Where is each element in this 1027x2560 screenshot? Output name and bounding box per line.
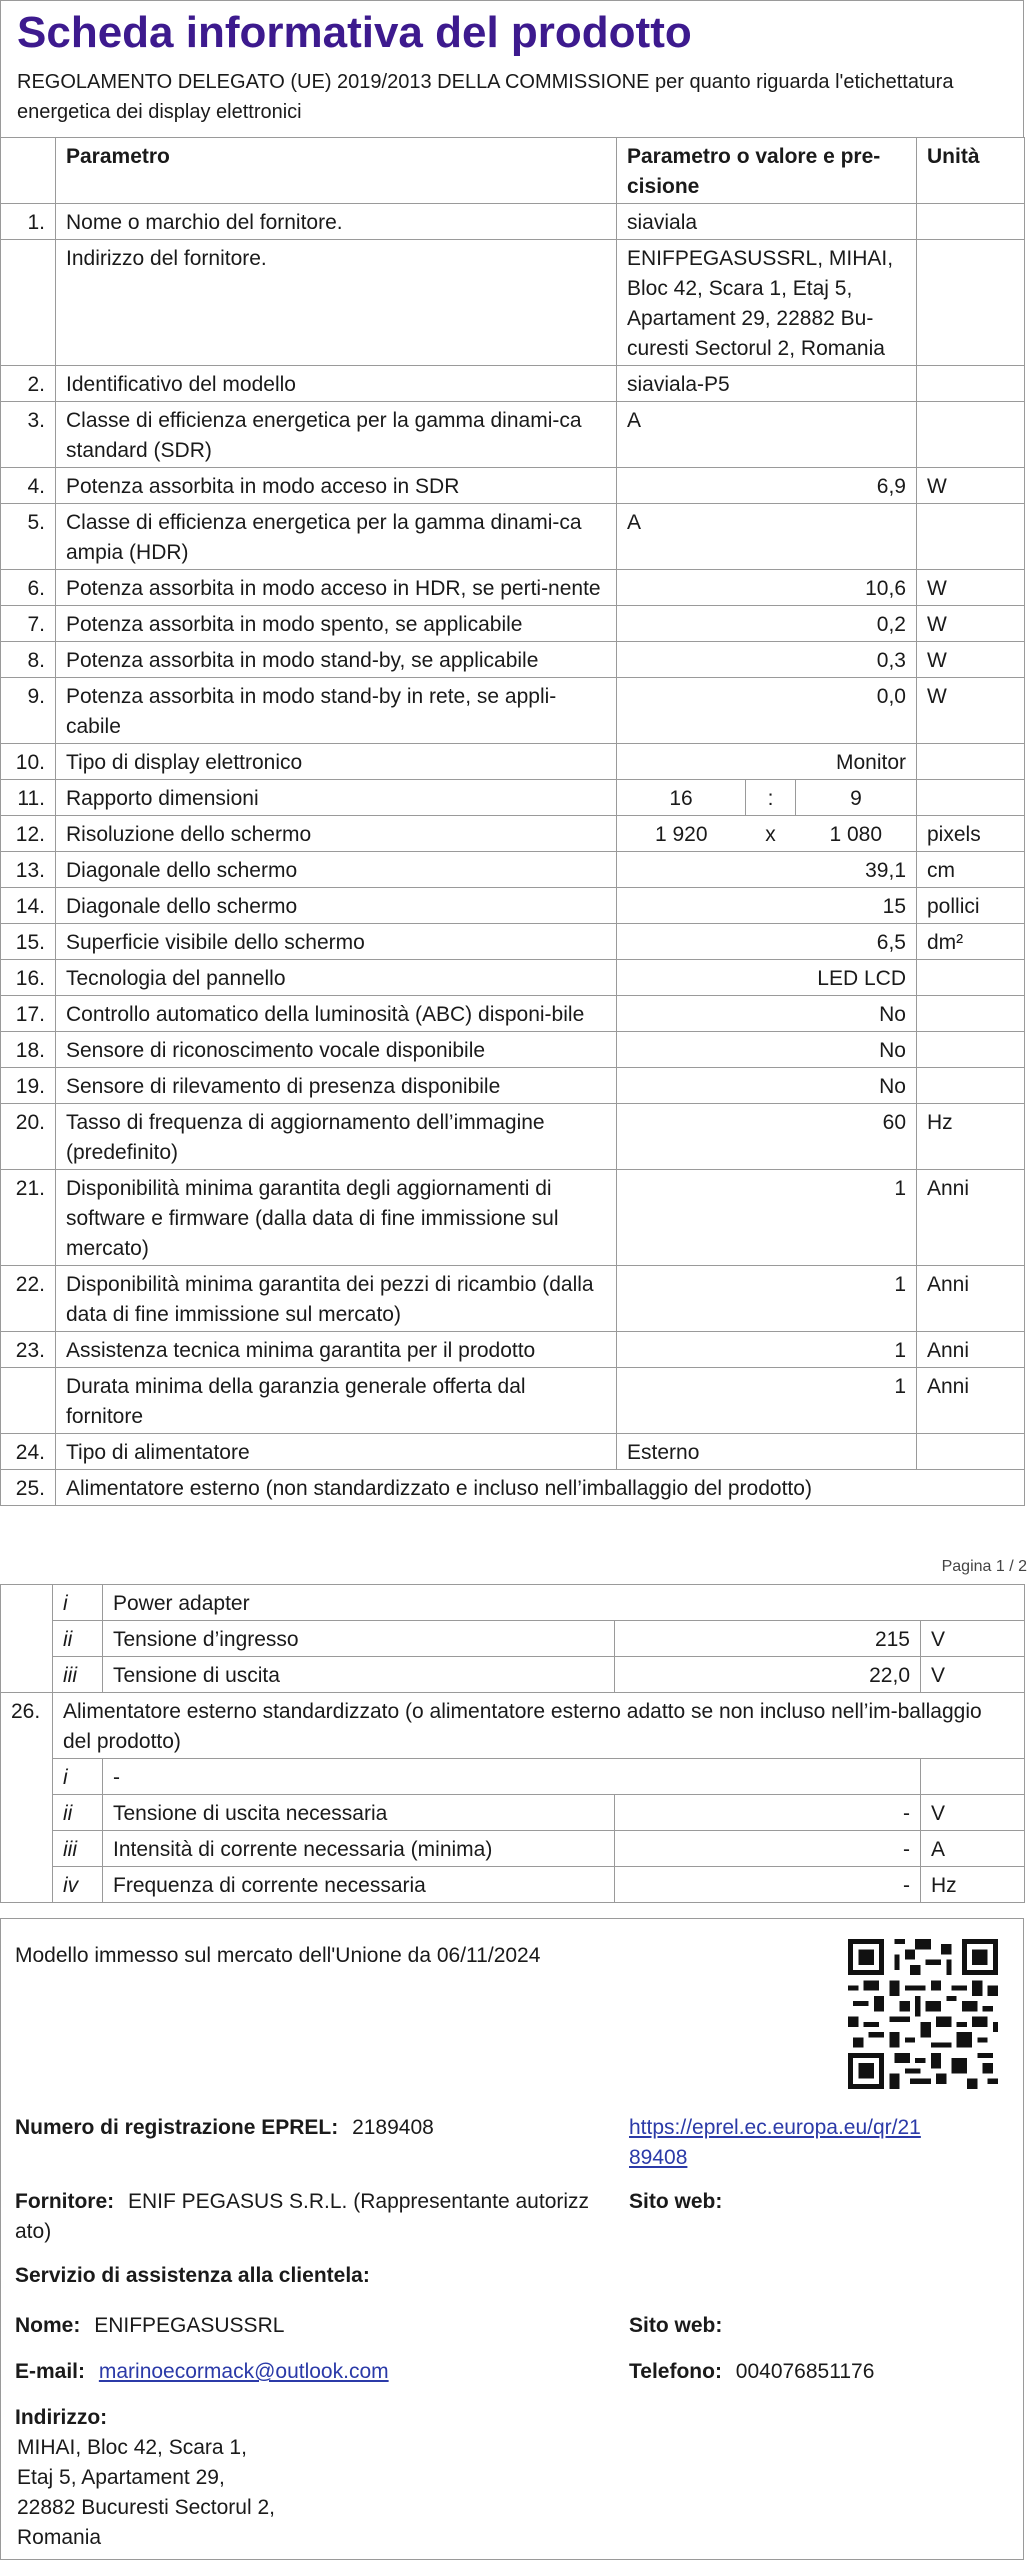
email-link[interactable]: marinoecormack@outlook.com <box>98 2360 389 2383</box>
address-line: MIHAI, Bloc 42, Scara 1, <box>17 2436 247 2459</box>
website-label: Sito web: <box>629 2190 723 2213</box>
table-row: 1. Nome o marchio del fornitore. siaviala <box>1 204 1025 240</box>
supplier-label: Fornitore: <box>15 2190 115 2213</box>
product-sheet-page-2 <box>0 1584 1024 1903</box>
table-row: 15. Superficie visibile dello schermo 6,5 dm² <box>1 924 1025 960</box>
table-row: 18. Sensore di riconoscimento vocale disponibile No <box>1 1032 1025 1068</box>
table-row: Durata minima della garanzia generale offerta dal fornitore 1 Anni <box>1 1368 1025 1434</box>
supplier-name-cont: ato) <box>15 2220 52 2243</box>
table-row: Indirizzo del fornitore. ENIFPEGASUSSRL, MIHAI, Bloc 42, Scara 1, Etaj 5, Apartament 29, 22882 Bu-curesti Sectorul 2, Romania <box>1 240 1025 366</box>
contact-name: ENIFPEGASUSSRL <box>94 2314 285 2337</box>
table-row: 23. Assistenza tecnica minima garantita per il prodotto 1 Anni <box>1 1332 1025 1368</box>
email-label: E-mail: <box>15 2360 86 2383</box>
sheet-header <box>0 0 1024 137</box>
table-row: 2. Identificativo del modello siaviala-P5 <box>1 366 1025 402</box>
page-title: Scheda informativa del prodotto <box>17 8 692 57</box>
table-row: 25. Alimentatore esterno (non standardizzato e incluso nell’imballaggio del prodotto) <box>1 1470 1025 1506</box>
table-row: 6. Potenza assorbita in modo acceso in HDR, se perti-nente 10,6 W <box>1 570 1025 606</box>
qr-code-icon[interactable] <box>848 1939 998 2089</box>
customer-service-heading: Servizio di assistenza alla clientela: <box>15 2264 370 2287</box>
eprel-link[interactable] <box>629 2113 1009 2173</box>
regulation-subtitle: REGOLAMENTO DELEGATO (UE) 2019/2013 DELLA COMMISSIONE per quanto riguarda l'etichettatura energetica dei display elettronici <box>17 71 954 123</box>
table-row: 9. Potenza assorbita in modo stand-by in rete, se appli-cabile 0,0 W <box>1 678 1025 744</box>
supplier-info-box <box>0 1918 1024 2560</box>
phone-label: Telefono: <box>629 2360 722 2383</box>
parameters-table <box>0 137 1025 1506</box>
table-row: 26. Alimentatore esterno standardizzato (o alimentatore esterno adatto se non incluso nell’im-ballaggio del prodotto) <box>1 1693 1025 1759</box>
table-row: 24. Tipo di alimentatore Esterno <box>1 1434 1025 1470</box>
table-row: iv Frequenza di corrente necessaria - Hz <box>1 1867 1025 1903</box>
table-row: 22. Disponibilità minima garantita dei pezzi di ricambio (dalla data di fine immissione sul mercato) 1 Anni <box>1 1266 1025 1332</box>
table-row: 4. Potenza assorbita in modo acceso in SDR 6,9 W <box>1 468 1025 504</box>
col-header-parameter: Parametro <box>56 138 617 204</box>
market-date-text: Modello immesso sul mercato dell'Unione da 06/11/2024 <box>15 1944 541 1967</box>
table-row: 14. Diagonale dello schermo 15 pollici <box>1 888 1025 924</box>
table-row: i - <box>1 1759 1025 1795</box>
eprel-link-line-1[interactable]: https://eprel.ec.europa.eu/qr/21 <box>629 2116 921 2139</box>
table-row: 21. Disponibilità minima garantita degli aggiornamenti di software e firmware (dalla data di fine immissione sul mercato) 1 Anni <box>1 1170 1025 1266</box>
eprel-label: Numero di registrazione EPREL: <box>15 2116 339 2139</box>
table-row: 8. Potenza assorbita in modo stand-by, se applicabile 0,3 W <box>1 642 1025 678</box>
address-line: Romania <box>17 2526 102 2549</box>
table-row: i Power adapter <box>1 1585 1025 1621</box>
table-row: 3. Classe di efficienza energetica per la gamma dinami-ca standard (SDR) A <box>1 402 1025 468</box>
table-row: iii Tensione di uscita 22,0 V <box>1 1657 1025 1693</box>
table-row: 7. Potenza assorbita in modo spento, se applicabile 0,2 W <box>1 606 1025 642</box>
address-label: Indirizzo: <box>15 2406 108 2429</box>
address-line: Etaj 5, Apartament 29, <box>17 2466 225 2489</box>
table-row: 13. Diagonale dello schermo 39,1 cm <box>1 852 1025 888</box>
col-header-value: Parametro o valore e pre-cisione <box>617 138 917 204</box>
phone-number: 004076851176 <box>735 2360 875 2383</box>
table-row: ii Tensione di uscita necessaria - V <box>1 1795 1025 1831</box>
table-row: 10. Tipo di display elettronico Monitor <box>1 744 1025 780</box>
table-row: 16. Tecnologia del pannello LED LCD <box>1 960 1025 996</box>
table-row: 19. Sensore di rilevamento di presenza disponibile No <box>1 1068 1025 1104</box>
contact-name-label: Nome: <box>15 2314 81 2337</box>
table-header-row <box>1 138 1025 204</box>
eprel-link-line-2[interactable]: 89408 <box>629 2146 688 2169</box>
supplier-name: ENIF PEGASUS S.R.L. (Rappresentante autorizz <box>128 2190 590 2213</box>
table-row: 17. Controllo automatico della luminosità (ABC) disponi-bile No <box>1 996 1025 1032</box>
table-row: 5. Classe di efficienza energetica per la gamma dinami-ca ampia (HDR) A <box>1 504 1025 570</box>
page-number: Pagina 1 / 2 <box>941 1558 1027 1575</box>
table-row: iii Intensità di corrente necessaria (minima) - A <box>1 1831 1025 1867</box>
col-header-unit: Unità <box>917 138 1025 204</box>
eprel-number: 2189408 <box>352 2116 434 2139</box>
table-row: 11. Rapporto dimensioni 16 : 9 <box>1 780 1025 816</box>
address-line: 22882 Bucuresti Sectorul 2, <box>17 2496 275 2519</box>
table-row: 12. Risoluzione dello schermo 1 920 x 1 080 pixels <box>1 816 1025 852</box>
table-row: ii Tensione d’ingresso 215 V <box>1 1621 1025 1657</box>
website-label-2: Sito web: <box>629 2314 723 2337</box>
table-row: 20. Tasso di frequenza di aggiornamento dell’immagine (predefinito) 60 Hz <box>1 1104 1025 1170</box>
power-supply-table <box>0 1584 1025 1903</box>
address-block <box>17 2433 275 2553</box>
